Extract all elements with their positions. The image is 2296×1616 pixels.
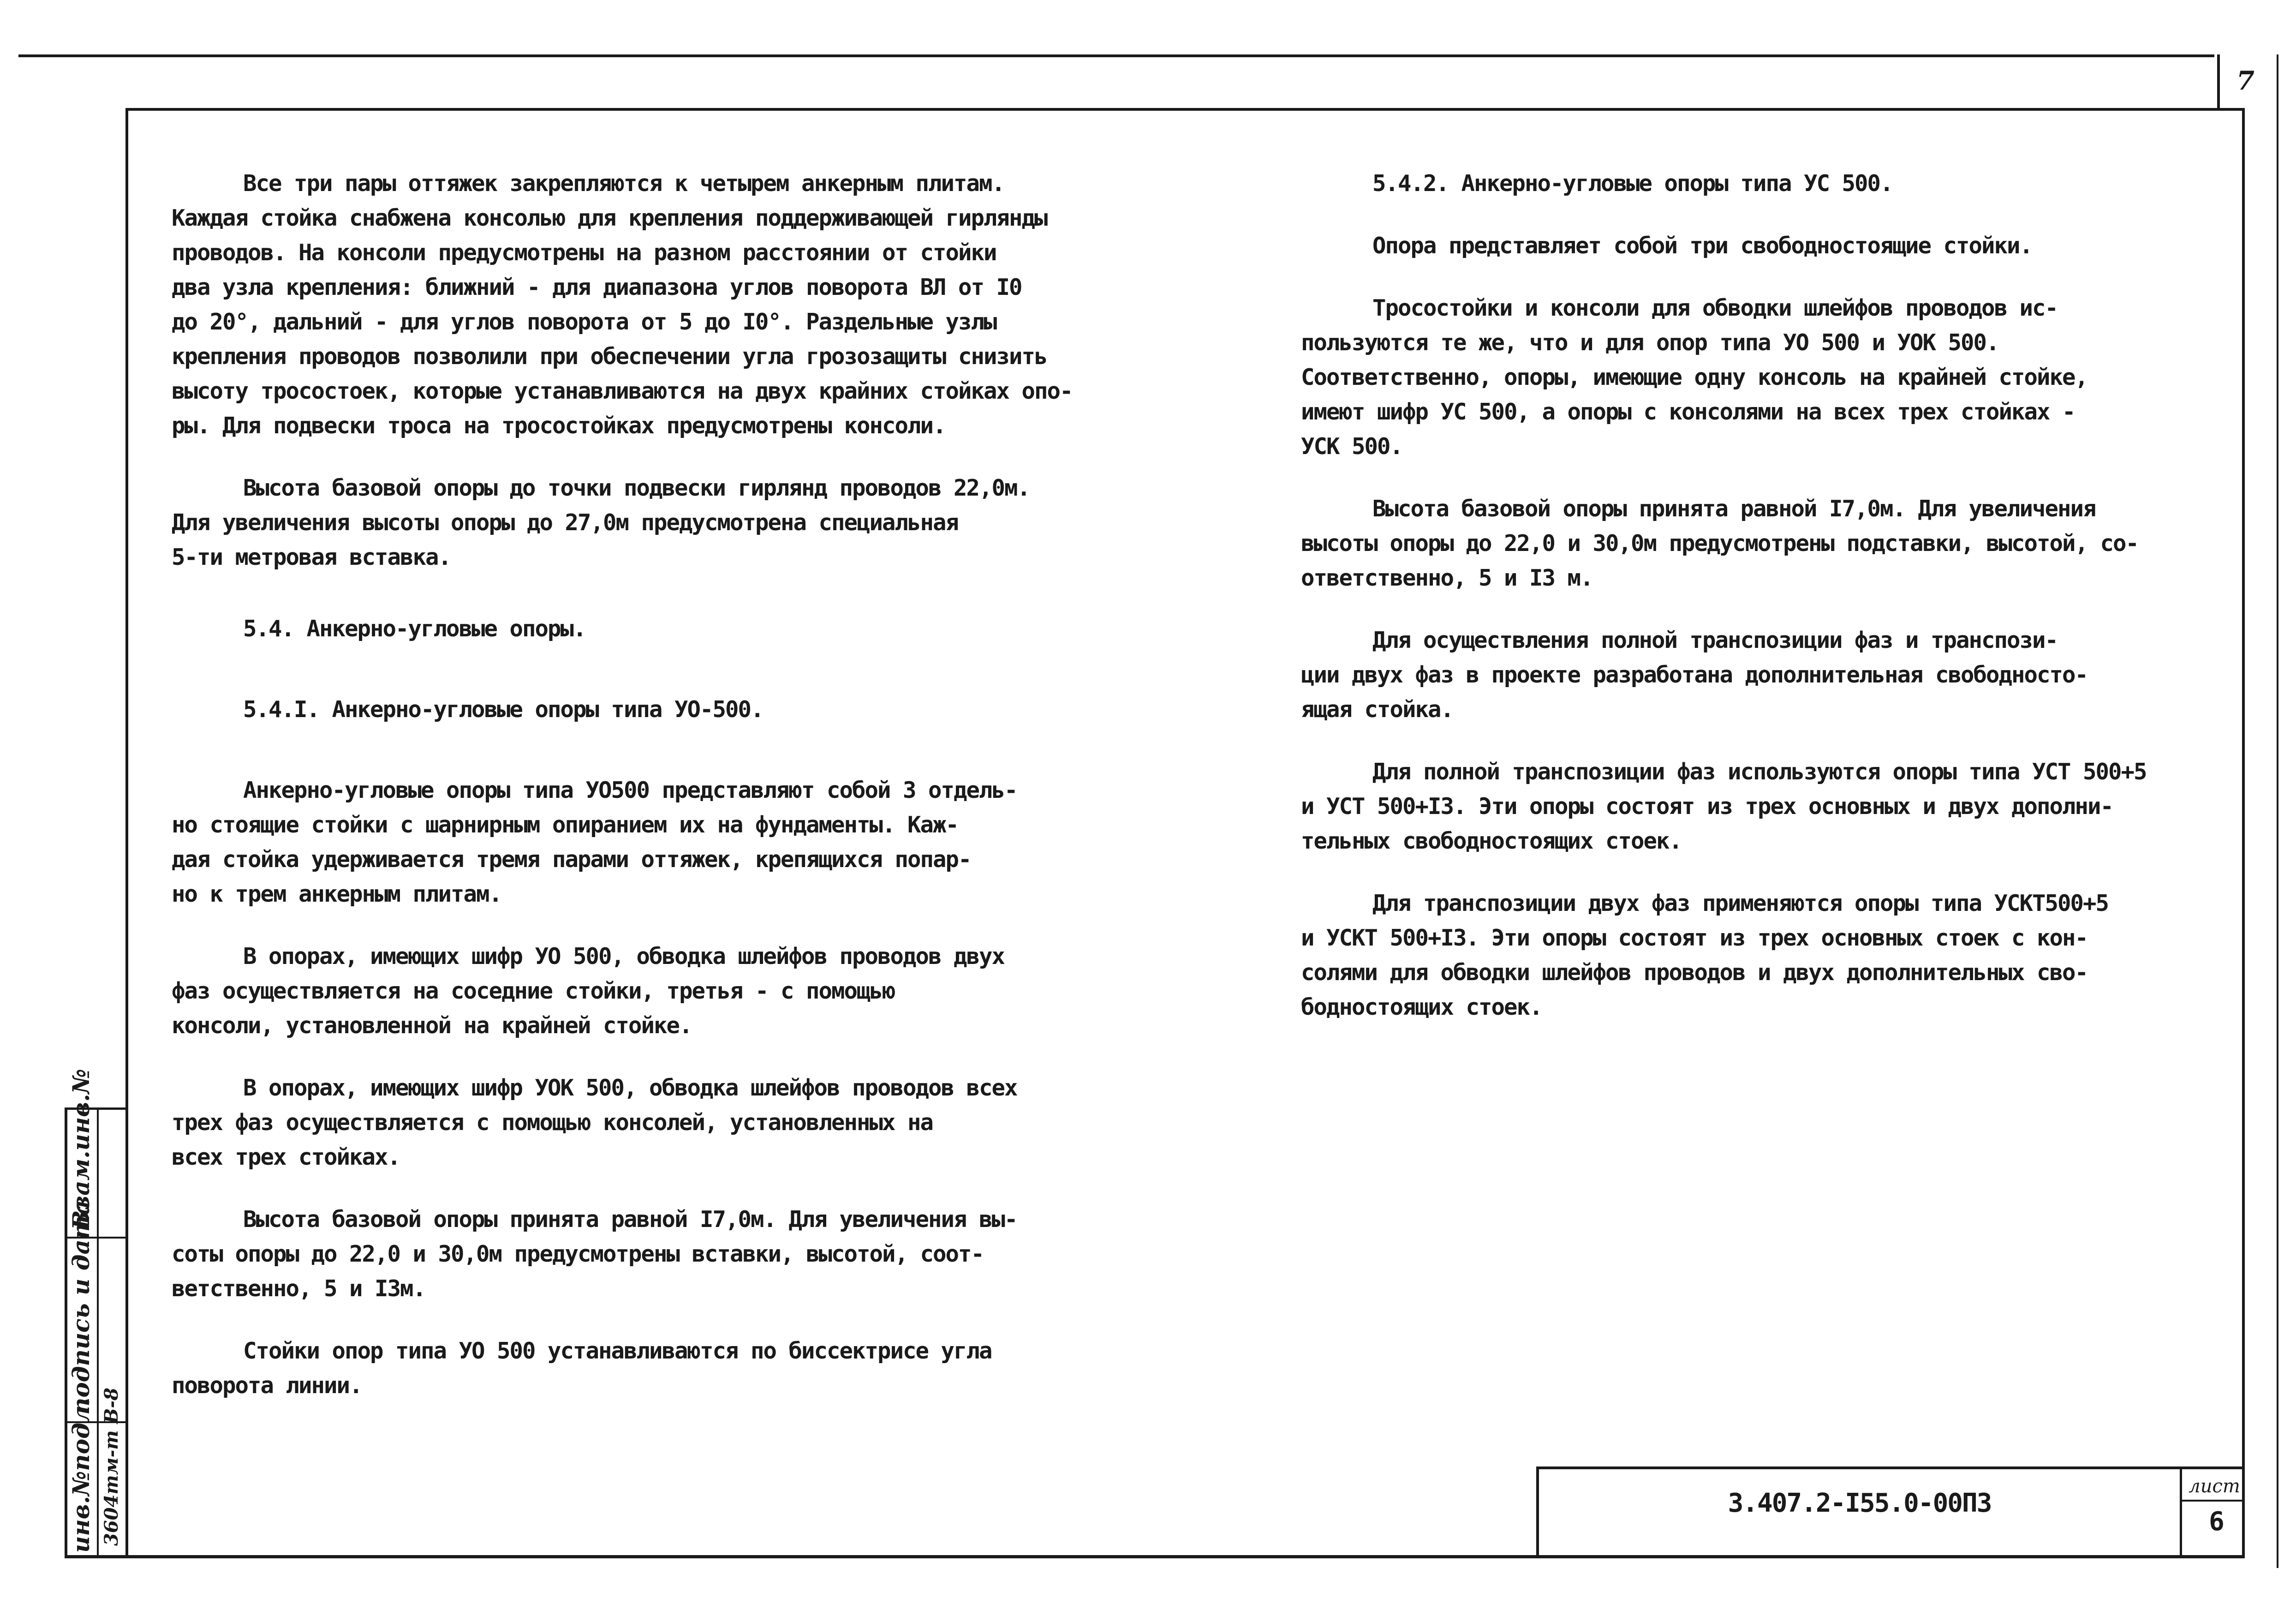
paragraph: Высота базовой опоры принята равной I7,0м. Для увеличения вы- соты опоры до 22,0 и 30,0м предусмотрены вставки, высотой, соот- ветственно, 5 и I3м. — [172, 1206, 1017, 1302]
paragraph: Высота базовой опоры принята равной I7,0м. Для увеличения высоты опоры до 22,0 и 30,0м предусмотрены подставки, высотой, со- ответственно, 5 и I3 м. — [1301, 496, 2139, 591]
signature-date-label: подпись и дата — [67, 1200, 95, 1414]
paragraph: Для осуществления полной транспозиции фаз и транспози- ции двух фаз в проекте разработана дополнительная свободносто- ящая стойка. — [1301, 627, 2088, 723]
section-heading: 5.4. Анкерно-угловые опоры. — [243, 616, 586, 642]
paragraph: В опорах, имеющих шифр УОК 500, обводка шлейфов проводов всех трех фаз осуществляется с помощью консолей, установленных на всех трех стойках. — [172, 1075, 1017, 1170]
top-border-line — [18, 54, 2214, 57]
stamp-divider-line — [97, 1107, 99, 1558]
page-number: 7 — [2236, 66, 2254, 96]
frame-top-line — [125, 108, 2245, 111]
paragraph: Стойки опор типа УО 500 устанавливаются по биссектрисе угла поворота линии. — [172, 1338, 992, 1399]
inventory-label: инв.№подл. — [67, 1398, 95, 1553]
title-block-top-line — [1536, 1466, 2245, 1469]
left-column — [172, 166, 1145, 1430]
paragraph: Для транспозиции двух фаз применяются опоры типа УСКТ500+5 и УСКТ 500+I3. Эти опоры состоят из трех основных стоек с кон- солями для обводки шлейфов проводов и двух дополнительных сво- бодностоящих стоек. — [1301, 890, 2109, 1020]
paragraph: Опора представляет собой три свободностоящие стойки. — [1372, 233, 2033, 259]
sheet-box-mid-line — [2180, 1500, 2245, 1502]
frame-bottom-line — [65, 1555, 2245, 1558]
paragraph: Тросостойки и консоли для обводки шлейфов проводов ис- пользуются те же, что и для опор типа УО 500 и УОК 500. Соответственно, опоры, имеющие одну консоль на крайней стойке, имеют шифр УС 500, а опоры с консолями на всех трех стойках - УСК 500. — [1301, 295, 2088, 460]
sheet-label: лист — [2189, 1476, 2240, 1497]
frame-right-line — [2242, 109, 2245, 1558]
inventory-value: 3604тм-т В-8 — [101, 1388, 122, 1546]
paragraph: В опорах, имеющих шифр УО 500, обводка шлейфов проводов двух фаз осуществляется на соседние стойки, третья - с помощью консоли, установленной на крайней стойке. — [172, 943, 1005, 1039]
paragraph: Анкерно-угловые опоры типа УО500 представляют собой 3 отдель- но стоящие стойки с шарнирным опиранием их на фундаменты. Каж- дая стойка удерживается тремя парами оттяжек, крепящихся попар- но к трем анкерным плитам. — [172, 777, 1017, 907]
outer-right-line — [2277, 54, 2278, 1568]
paragraph: Все три пары оттяжек закрепляются к четырем анкерным плитам. Каждая стойка снабжена консолью для крепления поддерживающей гирлянды проводов. На консоли предусмотрены на разном расстоянии от стойки два узла крепления: ближний - для диапазона углов поворота ВЛ от I0 до 20°, дальний - для углов поворота от 5 до I0°. Раздельные узлы крепления проводов позволили при обеспечении угла грозозащиты снизить высоту тросостоек, которые устанавливаются на двух крайних стойках опо- ры. Для подвески троса на тросостойках предусмотрены консоли. — [172, 170, 1073, 439]
page-number-box-left — [2217, 54, 2220, 109]
frame-left-line — [125, 108, 128, 1558]
subsection-heading: 5.4.2. Анкерно-угловые опоры типа УС 500. — [1372, 170, 1893, 197]
sheet-number: 6 — [2209, 1507, 2224, 1537]
paragraph: Для полной транспозиции фаз используются опоры типа УСТ 500+5 и УСТ 500+I3. Эти опоры состоят из трех основных и двух дополни- тельных свободностоящих стоек. — [1301, 759, 2147, 854]
subsection-heading: 5.4.I. Анкерно-угловые опоры типа УО-500. — [243, 696, 763, 723]
right-column — [1301, 166, 2219, 1052]
paragraph: Высота базовой опоры до точки подвески гирлянд проводов 22,0м. Для увеличения высоты опоры до 27,0м предусмотрена специальная 5-ти метровая вставка. — [172, 475, 1030, 570]
document-code: 3.407.2-I55.0-00ПЗ — [1728, 1488, 1992, 1518]
replace-inventory-label: Взам.инв.№ — [67, 1069, 95, 1230]
